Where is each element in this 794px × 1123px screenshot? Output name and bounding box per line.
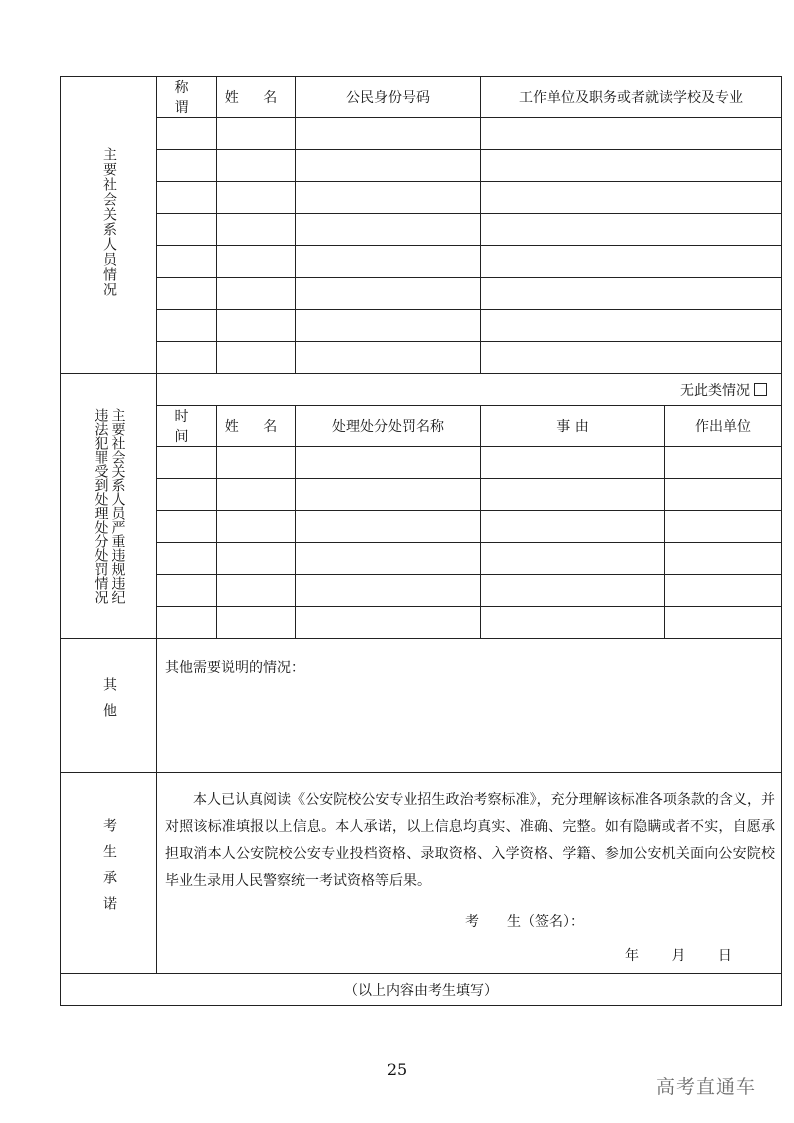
header-reason: 事 由: [481, 406, 665, 447]
header-person-name: 姓 名: [217, 406, 296, 447]
violation-row: [61, 543, 782, 575]
header-id-number: 公民身份号码: [296, 77, 481, 118]
header-issuer: 作出单位: [665, 406, 782, 447]
relation-employer-cell[interactable]: [481, 150, 782, 182]
violation-reason-cell[interactable]: [481, 607, 665, 639]
violation-name-cell[interactable]: [217, 575, 296, 607]
violation-reason-cell[interactable]: [481, 543, 665, 575]
violation-issuer-cell[interactable]: [665, 479, 782, 511]
relation-id-cell[interactable]: [296, 310, 481, 342]
relation-name-cell[interactable]: [217, 342, 296, 374]
violations-label-col2: 违法犯罪受到处理处分处罚情况: [92, 408, 109, 604]
violations-header-row: [61, 406, 782, 447]
other-prompt: 其他需要说明的情况：: [165, 660, 305, 676]
relation-title-cell[interactable]: [157, 246, 217, 278]
form-body: [61, 77, 782, 1006]
violation-row: [61, 575, 782, 607]
date-field[interactable]: 年 月 日: [625, 948, 732, 964]
violation-issuer-cell[interactable]: [665, 575, 782, 607]
relation-title-cell[interactable]: [157, 342, 217, 374]
political-review-form: [60, 76, 782, 1006]
social-relations-label: [61, 77, 157, 374]
social-relations-header-row: [61, 77, 782, 118]
violation-row: [61, 607, 782, 639]
footer-row: [61, 974, 782, 1006]
violation-name-cell[interactable]: [217, 511, 296, 543]
other-label-text: 其他: [101, 676, 117, 729]
violations-label-col1: 主要社会关系人员严重违规违纪: [109, 408, 126, 604]
violation-row: [61, 447, 782, 479]
social-relation-row: [61, 182, 782, 214]
header-penalty-name: 处理处分处罚名称: [296, 406, 481, 447]
relation-id-cell[interactable]: [296, 246, 481, 278]
social-relations-label-text: 主要社会关系人员情况: [101, 147, 117, 297]
relation-title-cell[interactable]: [157, 150, 217, 182]
relation-title-cell[interactable]: [157, 310, 217, 342]
violation-reason-cell[interactable]: [481, 479, 665, 511]
social-relation-row: [61, 246, 782, 278]
relation-title-cell[interactable]: [157, 182, 217, 214]
social-relation-row: [61, 150, 782, 182]
relation-employer-cell[interactable]: [481, 246, 782, 278]
violation-time-cell[interactable]: [157, 607, 217, 639]
violation-name-cell[interactable]: [217, 607, 296, 639]
violation-name-cell[interactable]: [217, 447, 296, 479]
violation-row: [61, 511, 782, 543]
violation-penalty-cell[interactable]: [296, 447, 481, 479]
relation-id-cell[interactable]: [296, 118, 481, 150]
violation-reason-cell[interactable]: [481, 447, 665, 479]
violation-time-cell[interactable]: [157, 511, 217, 543]
violation-reason-cell[interactable]: [481, 575, 665, 607]
relation-title-cell[interactable]: [157, 214, 217, 246]
violation-issuer-cell[interactable]: [665, 447, 782, 479]
relation-name-cell[interactable]: [217, 246, 296, 278]
violation-name-cell[interactable]: [217, 479, 296, 511]
pledge-text: 本人已认真阅读《公安院校公安专业招生政治考察标准》，充分理解该标准各项条款的含义，并对照该标准填报以上信息。本人承诺，以上信息均真实、准确、完整。如有隐瞒或者不实，自愿承担取消本人公安院校公安专业投档资格、录取资格、入学资格、学籍、参加公安机关面向公安院校毕业生录用人民警察统一考试资格等后果。: [165, 792, 775, 889]
violation-time-cell[interactable]: [157, 447, 217, 479]
violation-penalty-cell[interactable]: [296, 479, 481, 511]
relation-id-cell[interactable]: [296, 342, 481, 374]
relation-employer-cell[interactable]: [481, 342, 782, 374]
relation-id-cell[interactable]: [296, 150, 481, 182]
violation-row: [61, 479, 782, 511]
no-such-case-label: 无此类情况: [680, 382, 750, 399]
pledge-label: [61, 773, 157, 974]
header-name: 姓 名: [217, 77, 296, 118]
violations-label-text: [61, 408, 156, 604]
no-such-case-cell: [157, 374, 782, 406]
header-employer: 工作单位及职务或者就读学校及专业: [481, 77, 782, 118]
relation-title-cell[interactable]: [157, 278, 217, 310]
relation-title-cell[interactable]: [157, 118, 217, 150]
violation-penalty-cell[interactable]: [296, 575, 481, 607]
footer-note: （以上内容由考生填写）: [61, 974, 782, 1006]
social-relation-row: [61, 118, 782, 150]
relation-name-cell[interactable]: [217, 118, 296, 150]
violation-penalty-cell[interactable]: [296, 543, 481, 575]
relation-employer-cell[interactable]: [481, 182, 782, 214]
pledge-content-cell: [157, 773, 782, 974]
violation-time-cell[interactable]: [157, 543, 217, 575]
relation-employer-cell[interactable]: [481, 118, 782, 150]
relation-id-cell[interactable]: [296, 214, 481, 246]
relation-employer-cell[interactable]: [481, 214, 782, 246]
other-label: [61, 639, 157, 773]
relation-name-cell[interactable]: [217, 278, 296, 310]
social-relation-row: [61, 278, 782, 310]
relation-name-cell[interactable]: [217, 150, 296, 182]
relation-name-cell[interactable]: [217, 214, 296, 246]
violation-penalty-cell[interactable]: [296, 607, 481, 639]
other-content-cell[interactable]: [157, 639, 782, 773]
relation-id-cell[interactable]: [296, 278, 481, 310]
page-number: 25: [386, 1060, 408, 1079]
relation-name-cell[interactable]: [217, 310, 296, 342]
violation-time-cell[interactable]: [157, 575, 217, 607]
violation-issuer-cell[interactable]: [665, 543, 782, 575]
social-relation-row: [61, 214, 782, 246]
other-row: [61, 639, 782, 773]
no-such-case-checkbox[interactable]: [754, 383, 767, 396]
relation-id-cell[interactable]: [296, 182, 481, 214]
violation-time-cell[interactable]: [157, 479, 217, 511]
violations-none-row: [61, 374, 782, 406]
relation-employer-cell[interactable]: [481, 310, 782, 342]
social-relation-row: [61, 342, 782, 374]
violation-name-cell[interactable]: [217, 543, 296, 575]
relation-name-cell[interactable]: [217, 182, 296, 214]
header-time: 时 间: [157, 406, 217, 447]
pledge-row: [61, 773, 782, 974]
social-relation-row: [61, 310, 782, 342]
relation-employer-cell[interactable]: [481, 278, 782, 310]
violation-issuer-cell[interactable]: [665, 511, 782, 543]
watermark: 高考直通车: [656, 1076, 757, 1098]
pledge-label-text: 考生承诺: [101, 818, 117, 922]
violation-reason-cell[interactable]: [481, 511, 665, 543]
violation-penalty-cell[interactable]: [296, 511, 481, 543]
violations-label: [61, 374, 157, 639]
violation-issuer-cell[interactable]: [665, 607, 782, 639]
header-title: 称 谓: [157, 77, 217, 118]
signature-field[interactable]: 考 生（签名）：: [465, 914, 584, 930]
